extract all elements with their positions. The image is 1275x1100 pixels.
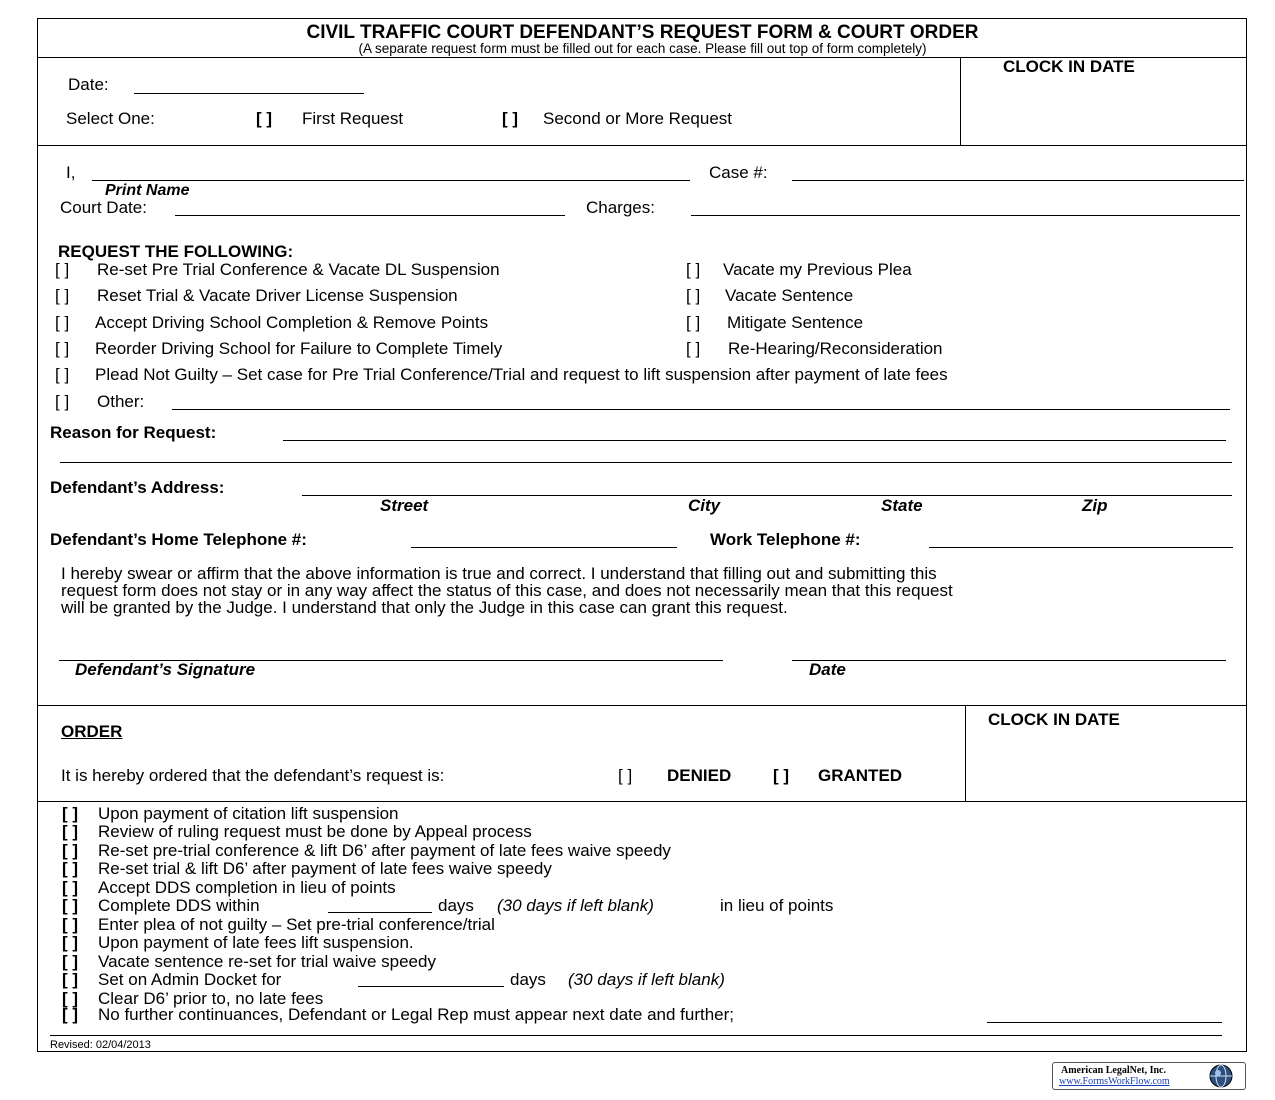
divider [965, 705, 966, 802]
signature-label: Defendant’s Signature [75, 660, 256, 679]
order-checkbox[interactable]: [ ] [62, 822, 79, 841]
divider [960, 57, 961, 145]
request-checkbox[interactable]: [ ] [55, 286, 70, 305]
logo-name: American LegalNet, Inc. [1061, 1065, 1166, 1076]
court-date-label: Court Date: [60, 198, 147, 217]
request-checkbox[interactable]: [ ] [686, 313, 701, 332]
print-name-label: Print Name [105, 182, 190, 199]
request-option-label: Mitigate Sentence [727, 313, 864, 332]
order-checkbox[interactable]: [ ] [62, 841, 79, 860]
order-item: Accept DDS completion in lieu of points [98, 878, 396, 897]
dds-days-field[interactable] [328, 912, 432, 913]
form-title: CIVIL TRAFFIC COURT DEFENDANT’S REQUEST FORM & COURT ORDER [306, 22, 979, 43]
order-item: Clear D6’ prior to, no late fees [98, 989, 324, 1008]
request-option-label: Vacate Sentence [725, 286, 854, 305]
second-request-label: Second or More Request [543, 109, 732, 128]
i-label: I, [66, 163, 76, 182]
order-item: Upon payment of citation lift suspension [98, 804, 399, 823]
zip-label: Zip [1082, 496, 1108, 515]
divider [37, 705, 1247, 706]
denied-checkbox[interactable]: [ ] [618, 766, 633, 785]
other-label: Other: [97, 392, 145, 411]
admin-docket-label: Set on Admin Docket for [98, 970, 282, 989]
second-request-checkbox[interactable]: [ ] [502, 109, 519, 128]
request-option-label: Re-set Pre Trial Conference & Vacate DL Suspension [97, 260, 500, 279]
admin-days-label: days [510, 970, 546, 989]
request-checkbox[interactable]: [ ] [55, 339, 70, 358]
date-label: Date: [68, 75, 109, 94]
order-checkbox[interactable]: [ ] [62, 859, 79, 878]
order-checkbox[interactable]: [ ] [62, 878, 79, 897]
request-checkbox[interactable]: [ ] [686, 286, 701, 305]
signature-date-field[interactable] [792, 660, 1226, 661]
order-checkbox[interactable]: [ ] [62, 952, 79, 971]
request-option-label: Reset Trial & Vacate Driver License Suspension [97, 286, 458, 305]
affirmation-text: request form does not stay or in any way affect the status of this case, and does not necessarily mean that this request [61, 581, 953, 600]
first-request-label: First Request [302, 109, 404, 128]
request-option-label: Re-Hearing/Reconsideration [728, 339, 943, 358]
order-item: Review of ruling request must be done by Appeal process [98, 822, 532, 841]
other-field[interactable] [172, 409, 1230, 410]
order-item: Re-set trial & lift D6’ after payment of late fees waive speedy [98, 859, 552, 878]
order-item: Upon payment of late fees lift suspension. [98, 933, 414, 952]
home-phone-label: Defendant’s Home Telephone #: [50, 530, 307, 549]
order-heading: ORDER [61, 722, 123, 741]
granted-label: GRANTED [818, 766, 903, 785]
request-checkbox[interactable]: [ ] [55, 260, 70, 279]
continuance-field[interactable] [987, 1022, 1222, 1023]
admin-note: (30 days if left blank) [568, 970, 725, 989]
request-checkbox[interactable]: [ ] [55, 313, 70, 332]
order-item: No further continuances, Defendant or Legal Rep must appear next date and further; [98, 1005, 735, 1024]
charges-label: Charges: [586, 198, 655, 217]
request-option-label: Reorder Driving School for Failure to Complete Timely [95, 339, 503, 358]
request-checkbox[interactable]: [ ] [55, 392, 70, 411]
order-checkbox[interactable]: [ ] [62, 1005, 79, 1024]
denied-label: DENIED [667, 766, 732, 785]
street-label: Street [380, 496, 429, 515]
logo-url[interactable]: www.FormsWorkFlow.com [1059, 1076, 1170, 1087]
order-checkbox[interactable]: [ ] [62, 915, 79, 934]
order-checkbox[interactable]: [ ] [62, 970, 79, 989]
revised-date: Revised: 02/04/2013 [50, 1039, 151, 1051]
signature-date-label: Date [809, 660, 846, 679]
case-number-field[interactable] [792, 180, 1244, 181]
request-checkbox[interactable]: [ ] [55, 365, 70, 384]
case-number-label: Case #: [709, 163, 768, 182]
divider [37, 801, 1247, 802]
order-extra-line[interactable] [50, 1035, 1222, 1036]
request-checkbox[interactable]: [ ] [686, 339, 701, 358]
dds-days-label: days [438, 896, 474, 915]
order-checkbox[interactable]: [ ] [62, 804, 79, 823]
dds-note: (30 days if left blank) [497, 896, 654, 915]
divider [37, 145, 1247, 146]
not-guilty-label: Plead Not Guilty – Set case for Pre Trial Conference/Trial and request to lift suspension after payment of late fees [95, 365, 948, 384]
affirmation-text: will be granted by the Judge. I understand that only the Judge in this case can grant this request. [61, 598, 788, 617]
order-item: Vacate sentence re-set for trial waive speedy [98, 952, 436, 971]
order-statement: It is hereby ordered that the defendant’s request is: [61, 766, 445, 785]
work-phone-label: Work Telephone #: [710, 530, 861, 549]
affirmation-text: I hereby swear or affirm that the above information is true and correct. I understand that filling out and submitting this [61, 564, 937, 583]
clock-in-date-label: CLOCK IN DATE [1003, 57, 1135, 76]
order-item: Re-set pre-trial conference & lift D6’ after payment of late fees waive speedy [98, 841, 671, 860]
home-phone-field[interactable] [411, 547, 677, 548]
charges-field[interactable] [691, 215, 1240, 216]
dds-lieu-label: in lieu of points [720, 896, 834, 915]
order-checkbox[interactable]: [ ] [62, 989, 79, 1008]
granted-checkbox[interactable]: [ ] [773, 766, 790, 785]
order-checkbox[interactable]: [ ] [62, 933, 79, 952]
order-item: Enter plea of not guilty – Set pre-trial conference/trial [98, 915, 495, 934]
reason-label: Reason for Request: [50, 423, 217, 442]
print-name-field[interactable] [92, 180, 690, 181]
request-option-label: Vacate my Previous Plea [723, 260, 912, 279]
request-checkbox[interactable]: [ ] [686, 260, 701, 279]
date-field[interactable] [134, 93, 364, 94]
admin-days-field[interactable] [358, 986, 504, 987]
globe-icon [1209, 1064, 1233, 1088]
order-clock-in-label: CLOCK IN DATE [988, 710, 1120, 729]
select-one-label: Select One: [66, 109, 155, 128]
court-date-field[interactable] [175, 215, 565, 216]
city-label: City [688, 496, 721, 515]
reason-field-line-2[interactable] [60, 462, 1232, 463]
reason-field[interactable] [283, 440, 1226, 441]
work-phone-field[interactable] [929, 547, 1233, 548]
order-checkbox[interactable]: [ ] [62, 896, 79, 915]
state-label: State [881, 496, 923, 515]
address-label: Defendant’s Address: [50, 478, 225, 497]
form-subtitle: (A separate request form must be filled out for each case. Please fill out top of form completely) [358, 41, 927, 56]
first-request-checkbox[interactable]: [ ] [256, 109, 273, 128]
publisher-logo [1052, 1062, 1246, 1090]
request-option-label: Accept Driving School Completion & Remove Points [95, 313, 489, 332]
request-heading: REQUEST THE FOLLOWING: [58, 242, 294, 261]
dds-within-label: Complete DDS within [98, 896, 260, 915]
